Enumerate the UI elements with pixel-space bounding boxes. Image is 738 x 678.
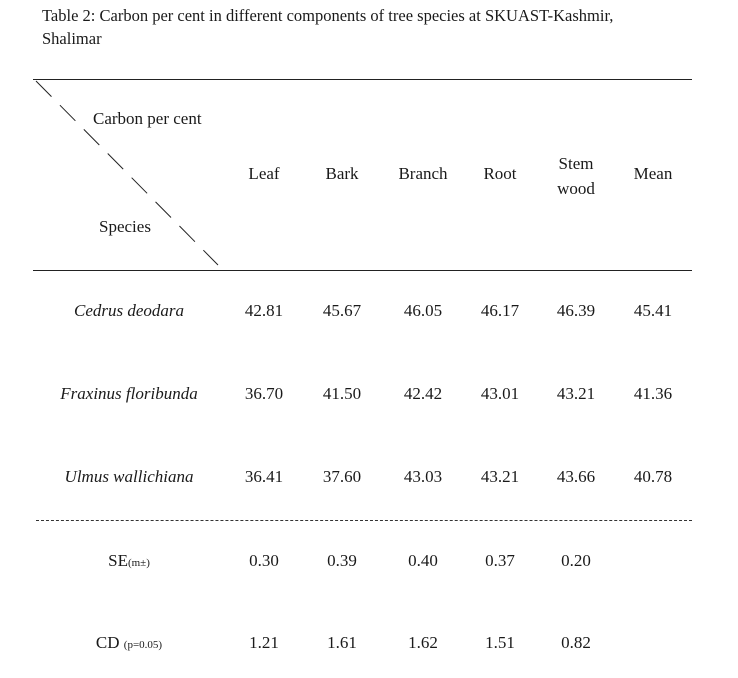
stat-value: 0.82: [561, 633, 591, 652]
corner-header-carbon: Carbon per cent: [93, 109, 202, 128]
cell-value: 36.41: [244, 467, 284, 486]
stat-value: 1.62: [408, 633, 438, 652]
cell-value: 45.67: [322, 301, 362, 320]
stat-label-se-text: SE: [108, 551, 128, 570]
stat-value: 1.21: [249, 633, 279, 652]
stat-label-cd-text: CD: [95, 633, 124, 652]
cell-value: 46.39: [556, 301, 596, 320]
column-header-bark: Bark: [325, 164, 359, 183]
stat-value: 1.51: [485, 633, 515, 652]
cell-value: 42.81: [244, 301, 284, 320]
stat-label-se-sub: (m±): [127, 557, 150, 569]
cell-value: 41.50: [322, 384, 362, 403]
stat-label-cd: [96, 633, 162, 655]
row-species-ulmus: Ulmus wallichiana: [64, 467, 194, 486]
column-header-stem-wood: [557, 151, 595, 201]
cell-value: 45.41: [633, 301, 673, 320]
row-species-cedrus: Cedrus deodara: [73, 301, 185, 320]
column-header-branch: Branch: [398, 164, 448, 183]
cell-value: 36.70: [244, 384, 284, 403]
column-header-stem-line2: wood: [557, 179, 595, 198]
stat-value: 0.20: [561, 551, 591, 570]
caption-line-2: Shalimar: [42, 29, 102, 48]
stat-value: 0.30: [249, 551, 279, 570]
cell-value: 43.21: [480, 467, 520, 486]
stat-label-se: [108, 551, 150, 573]
column-header-leaf: Leaf: [248, 164, 280, 183]
cell-value: 41.36: [633, 384, 673, 403]
column-header-root: Root: [483, 164, 517, 183]
cell-value: 43.03: [403, 467, 443, 486]
corner-header-species: Species: [99, 217, 151, 236]
caption-line-1: Table 2: Carbon per cent in different components of tree species at SKUAST-Kashmir,: [42, 6, 614, 25]
cell-value: 43.66: [556, 467, 596, 486]
cell-value: 46.05: [403, 301, 443, 320]
column-header-stem-line1: Stem: [558, 154, 594, 173]
column-header-mean: Mean: [633, 164, 673, 183]
stat-label-cd-sub: (p=0.05): [123, 639, 163, 651]
cell-value: 43.21: [556, 384, 596, 403]
stat-value: 0.39: [327, 551, 357, 570]
header-bottom-rule: [33, 270, 692, 271]
stats-separator-dashed: [36, 520, 692, 521]
cell-value: 42.42: [403, 384, 443, 403]
row-species-fraxinus: Fraxinus floribunda: [60, 384, 198, 403]
cell-value: 46.17: [480, 301, 520, 320]
cell-value: 40.78: [633, 467, 673, 486]
stat-value: 0.37: [485, 551, 515, 570]
stat-value: 0.40: [408, 551, 438, 570]
cell-value: 43.01: [480, 384, 520, 403]
cell-value: 37.60: [322, 467, 362, 486]
stat-value: 1.61: [327, 633, 357, 652]
